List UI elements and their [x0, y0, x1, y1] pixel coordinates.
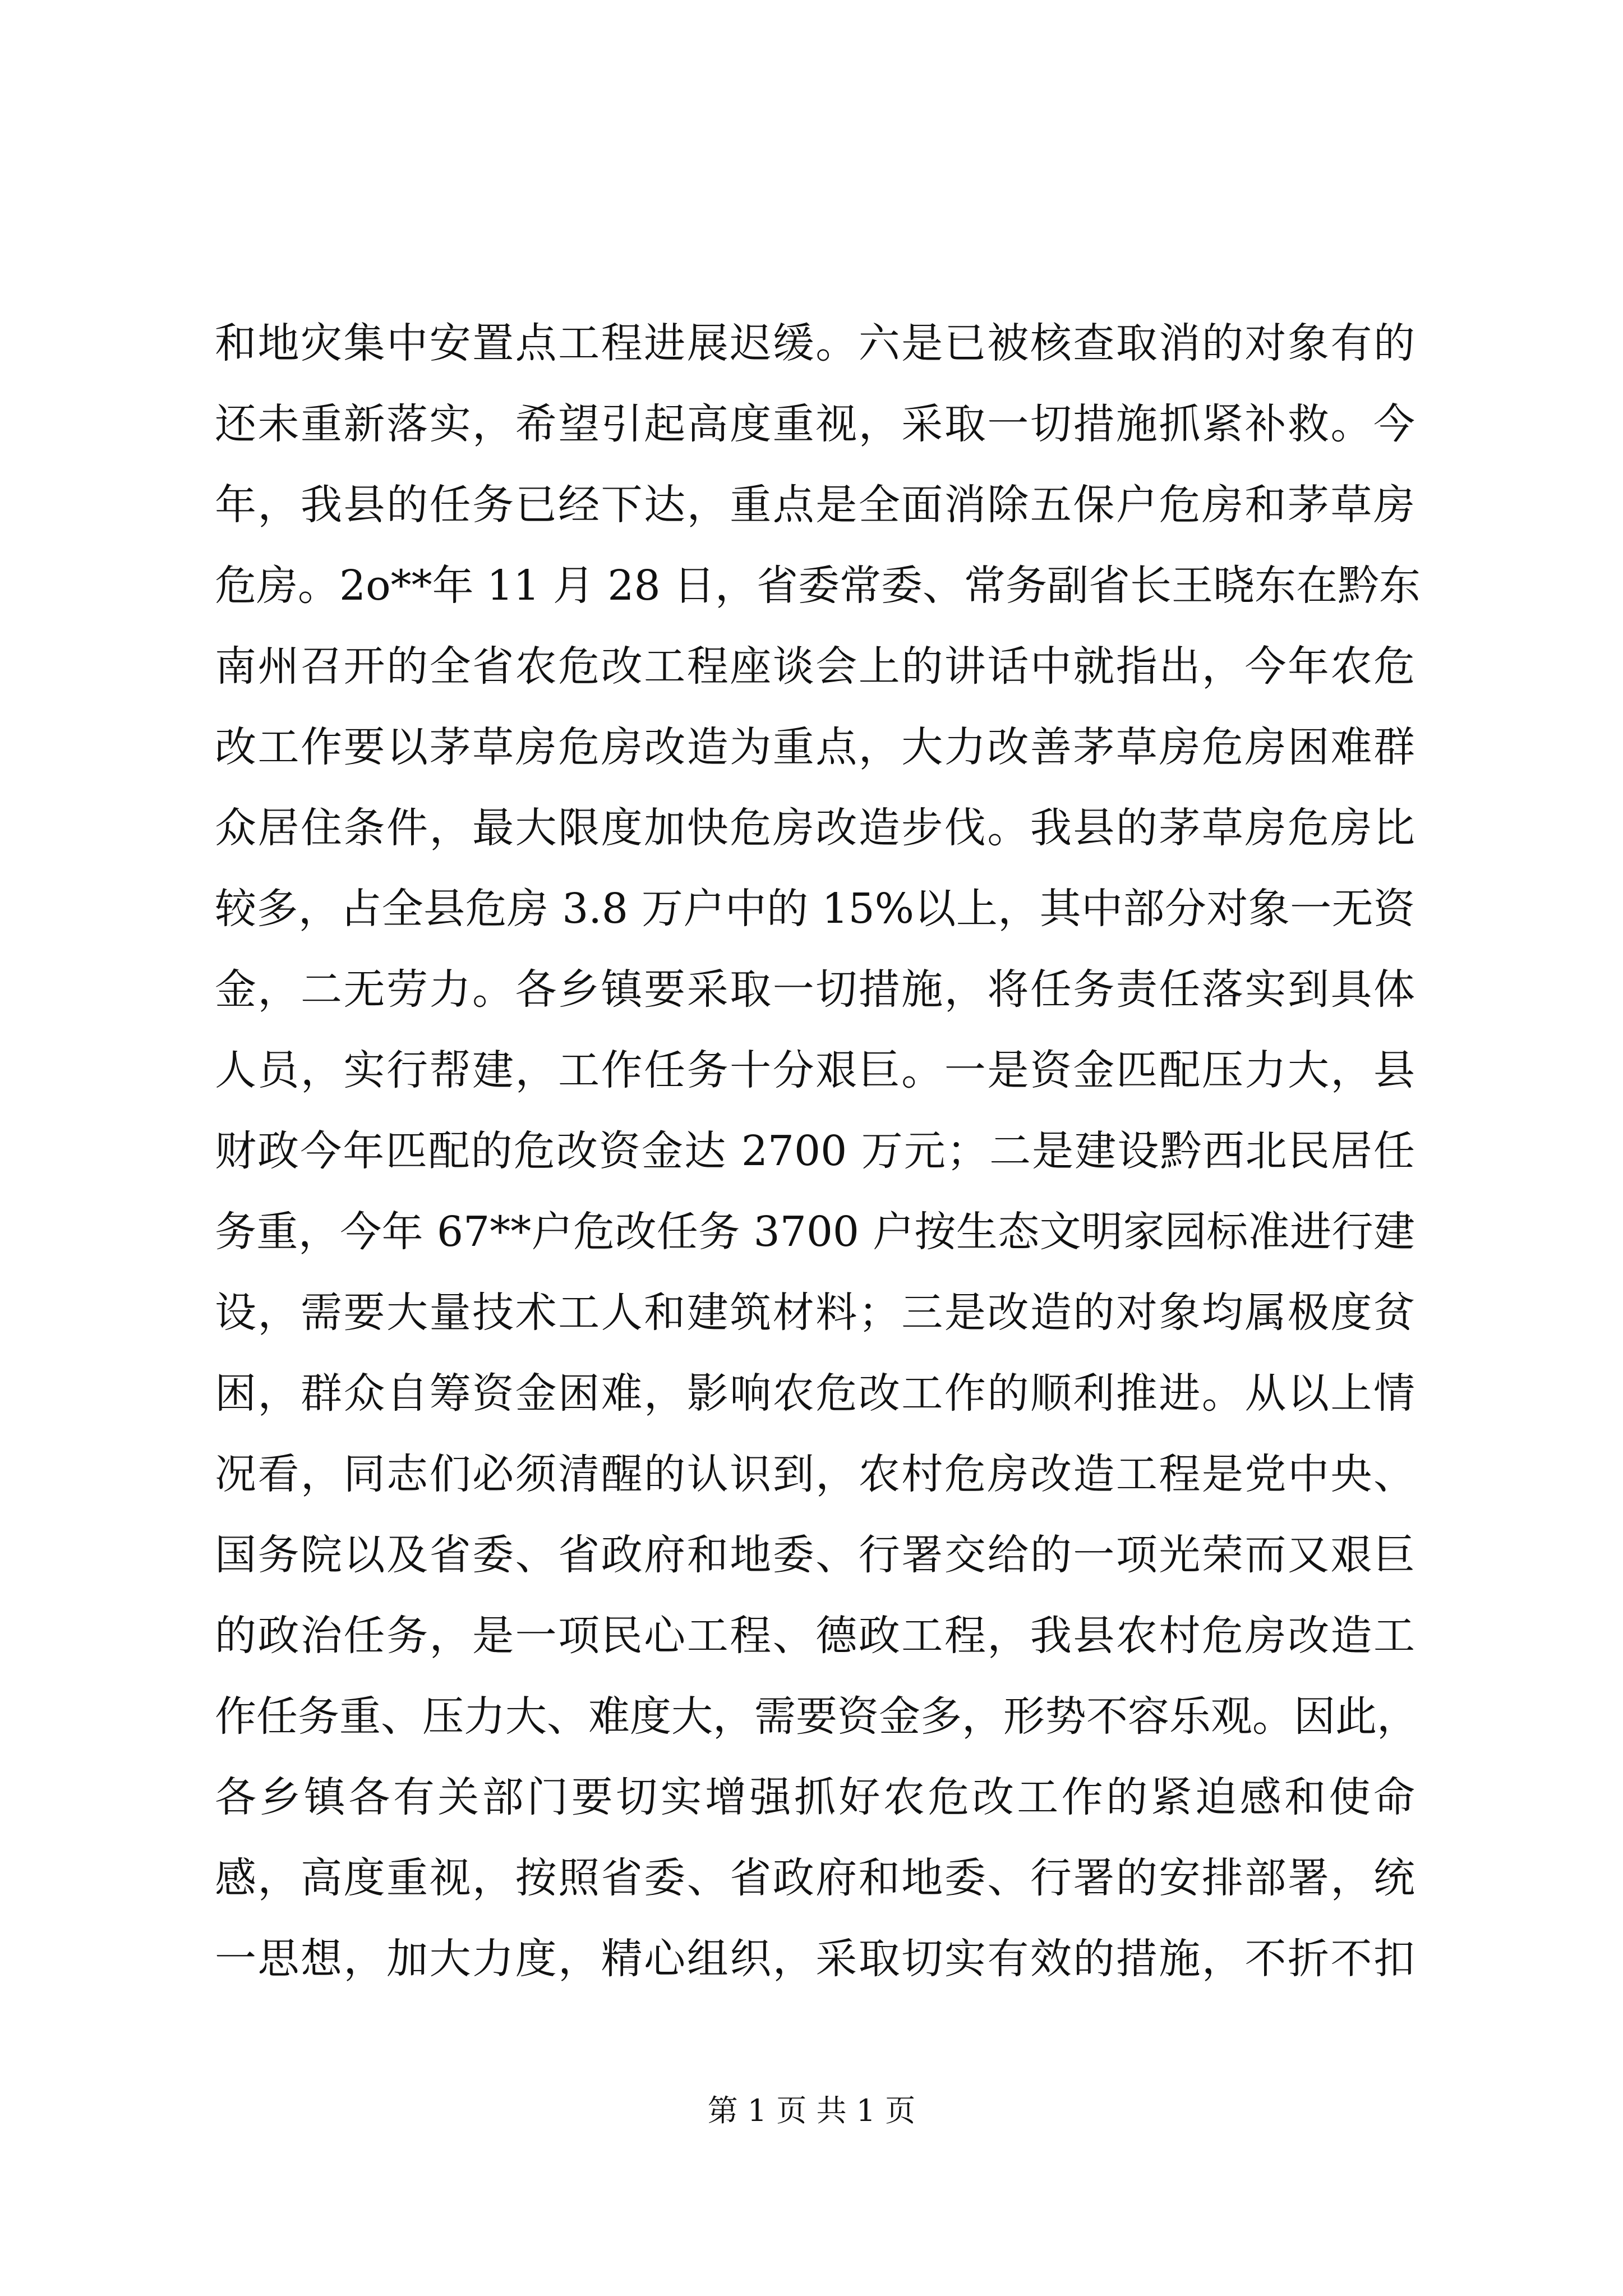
- text-line: 和地灾集中安置点工程进展迟缓。六是已被核查取消的对象有的: [215, 319, 1415, 367]
- page-number: 第 1 页 共 1 页: [707, 2093, 916, 2128]
- text-line: 作任务重、压力大、难度大，需要资金多，形势不容乐观。因此，: [215, 1692, 1418, 1741]
- text-line: 众居住条件，最大限度加快危房改造步伐。我县的茅草房危房比: [215, 804, 1415, 852]
- text-line: 财政今年匹配的危改资金达 2700 万元；二是建设黔西北民居任: [215, 1127, 1415, 1175]
- text-line: 感，高度重视，按照省委、省政府和地委、行署的安排部署，统: [215, 1854, 1415, 1902]
- text-line: 危房。2o**年 11 月 28 日，省委常委、常务副省长王晓东在黔东: [215, 562, 1421, 610]
- text-line: 一思想，加大力度，精心组织，采取切实有效的措施，不折不扣: [215, 1935, 1415, 1983]
- body-text: [215, 303, 1421, 1999]
- text-line: 况看，同志们必须清醒的认识到，农村危房改造工程是党中央、: [215, 1450, 1415, 1498]
- page-footer: [0, 2091, 1623, 2131]
- text-line: 务重，今年 67**户危改任务 3700 户按生态文明家园标准进行建: [215, 1208, 1415, 1256]
- text-line: 人员，实行帮建，工作任务十分艰巨。一是资金匹配压力大，县: [215, 1046, 1415, 1094]
- text-line: 南州召开的全省农危改工程座谈会上的讲话中就指出，今年农危: [215, 642, 1415, 691]
- text-line: 年，我县的任务已经下达，重点是全面消除五保户危房和茅草房: [215, 481, 1415, 529]
- text-line: 改工作要以茅草房危房改造为重点，大力改善茅草房危房困难群: [215, 723, 1415, 771]
- text-line: 各乡镇各有关部门要切实增强抓好农危改工作的紧迫感和使命: [215, 1773, 1415, 1821]
- text-line: 较多，占全县危房 3.8 万户中的 15%以上，其中部分对象一无资: [215, 885, 1415, 933]
- text-line: 金，二无劳力。各乡镇要采取一切措施，将任务责任落实到具体: [215, 965, 1415, 1014]
- text-line: 还未重新落实，希望引起高度重视，采取一切措施抓紧补救。今: [215, 400, 1415, 448]
- text-line: 设，需要大量技术工人和建筑材料；三是改造的对象均属极度贫: [215, 1289, 1415, 1337]
- text-line: 的政治任务，是一项民心工程、德政工程，我县农村危房改造工: [215, 1612, 1415, 1660]
- text-line: 困，群众自筹资金困难，影响农危改工作的顺利推进。从以上情: [215, 1369, 1415, 1418]
- text-line: 国务院以及省委、省政府和地委、行署交给的一项光荣而又艰巨: [215, 1531, 1415, 1579]
